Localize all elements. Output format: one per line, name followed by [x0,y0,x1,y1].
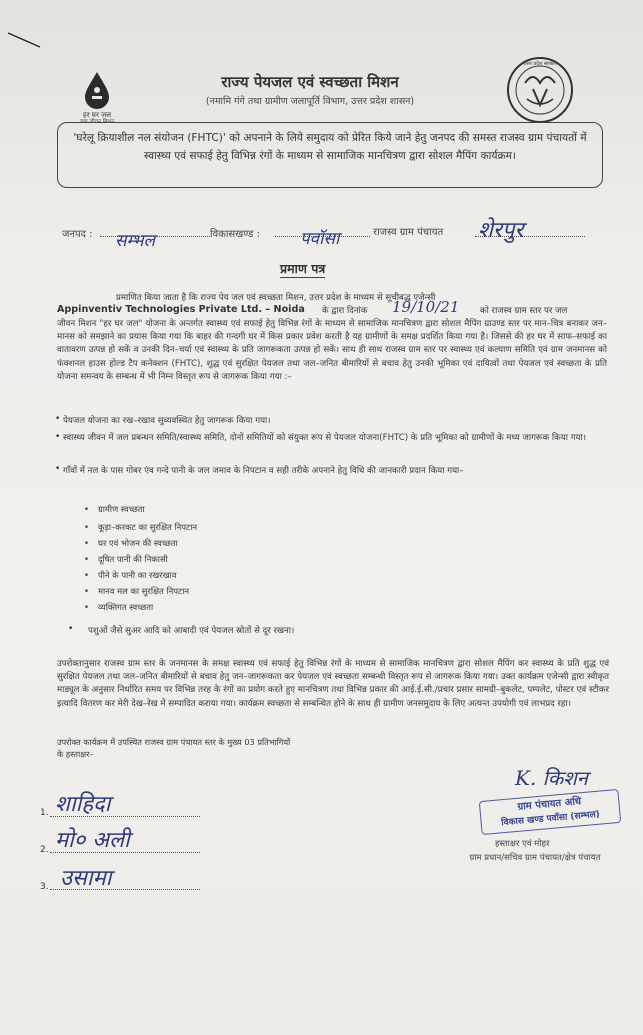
signature-line [50,889,200,890]
sub-item: • मानव मल का सुरक्षित निपटान [98,586,189,597]
participants-intro: उपरोक्त कार्यक्रम में उपस्थित राजस्व ग्राम पंचायत स्तर के मुख्य 03 प्रतिभागियों के हस्ताक्षर– [57,737,291,759]
sub-item: • कूड़ा–करकट का सुरक्षित निपटान [98,522,197,533]
village-value: शेरपुर [478,218,524,243]
page-subtitle: (नमामि गंगे तथा ग्रामीण जलापूर्ति विभाग, उत्तर प्रदेश शासन) [205,96,415,107]
last-bullet-dot: • [68,624,74,634]
official-signature: K. किशन [515,766,588,790]
participant-signature: उसामा [60,866,112,891]
sub-item: • दूषित पानी की निकासी [98,554,168,565]
page-title: राज्य पेयजल एवं स्वच्छता मिशन [221,73,399,91]
har-ghar-jal-logo [72,70,122,126]
date-value: 19/10/21 [392,298,460,316]
district-label: जनपद : [62,229,93,240]
block-label: विकासखण्ड : [210,229,261,240]
bullet-item: पेयजल योजना का रख–रखाव सुव्यवस्थित हेतु जागरूक किया गया। [63,416,271,426]
participant-number: 3. [40,882,49,892]
participant-signature: शाहिदा [55,792,111,817]
stamp-line-2: विकास खण्ड पवॉसा (सम्भल) [500,809,601,829]
signatory-role: ग्राम प्रधान/सचिव ग्राम पंचायत/क्षेत्र पंचायत [469,853,601,863]
sub-item: • पीने के पानी का रखरखाव [98,570,176,581]
para1-tail: को राजस्व ग्राम स्तर पर जल [480,306,568,316]
para1-intro: प्रमाणित किया जाता है कि राज्य पेय जल एवं स्वच्छता मिशन, उत्तर प्रदेश के माध्यम से सूचीबद्ध एजेन्सी [116,293,436,303]
program-description-box: 'घरेलू क्रियाशील नल संयोजन (FHTC)' को अपनाने के लिये समुदाय को प्रेरित किये जाने हेतु जनपद की समस्त राजस्व ग्राम पंचायतों में स्वास्थ्य एवं सफाई हेतु विभिन्न रंगों के माध्यम से सामाजिक मानचित्रण द्वारा सोशल मैपिंग कार्यक्रम। [57,122,603,188]
certificate-heading: प्रमाण पत्र [280,261,326,276]
last-bullet: पशुओं जैसे सुअर आदि को आबादी एवं पेयजल स्रोतों से दूर रखना। [88,626,295,636]
participant-signature: मो० अली [55,828,130,853]
para2-body: उपरोक्तानुसार राजस्व ग्राम स्तर के जनमानस के समक्ष स्वास्थ्य एवं सफाई हेतु विभिन्न रंगों के माध्यम से सामाजिक मानचित्रण द्वारा सोशल मैपिंग कर स्वास्थ्य के प्रति शुद्ध एवं सुरक्षित पेयजल तथा जल–जनित बीमारियों से बचाव हेतु जन–जागरूकता कर पेयजल एवं स्वच्छता सम्बन्धी विस्तृत रूप से जागरूक किया गया। उक्त कार्यक्रम एजेन्सी द्वारा स्वीकृत माड्यूल के अनुसार निर्धारित समय पर विभिन्न तरह के रंगों का प्रयोग करते हुए मानचित्रण तथा विभिन्न प्रकार की आई.ई.सी./प्रचार प्रसार सामग्री–बुकलेट, पम्पलेट, पोस्टर एवं स्टीकर इत्यादि वितरण कर मेरी देख–रेख में सम्पादित कराया गया। कार्यक्रम स्वच्छता से सम्बन्धित होने के साथ ही ग्रामीण जनसमुदाय के लिए अत्यन्त उपयोगी एवं लाभप्रद रहा। [57,659,609,709]
logo-left-text: हर घर जल [83,111,111,119]
emblem-text: उत्तर प्रदेश सरकार [523,61,557,67]
bullet-item: स्वास्थ्य जीवन में जल प्रबन्धन समिति/स्वास्थ्य समिति, दोनों समितियों को संयुक्त रूप से पेयजल योजना(FHTC) के प्रति भूमिका को ग्रामीणों के मध्य जागरूक किया गया। [63,433,587,443]
village-label: राजस्व ग्राम पंचायत [373,227,444,238]
sub-item: • घर एवं भोजन की स्वच्छता [98,538,178,549]
para1-date-label: के द्वारा दिनांक [322,306,368,316]
bullet-item: गाँवों में नल के पास गोबर एंव गन्दे पानी के जल जमाव के निपटान व सही तरीके अपनाने हेतु विधि की जानकारी प्रदान किया गया– [63,466,464,476]
certificate-page: हर घर जल जल जीवन मिशन राज्य पेयजल एवं स्वच्छता मिशन (नमामि गंगे तथा ग्रामीण जलापूर्ति विभाग, उत्तर प्रदेश शासन) उत्तर प्रदेश सरकार 'घरेलू क्रियाशील नल संयोजन (FHTC)' को अपनाने के लिये समुदाय को प्रेरित किये जाने हेतु जनपद की समस्त राजस्व ग्राम पंचायतों में स्वास्थ्य एवं सफाई हेतु विभिन्न रंगों के माध्यम से सामाजिक मानचित्रण द्वारा सोशल मैपिंग कार्यक्रम। जनपद : सम्भल विकासखण्ड : पवॉसा राजस्व ग्राम पंचायत शेरपुर प्रमाण पत्र प्रमाणित किया जाता है कि राज्य पेय जल एवं स्वच्छता मिशन, उत्तर प्रदेश के माध्यम से सूचीबद्ध एजेन्सी Appinventiv Technologies Private Ltd. – Noida के द्वारा दिनांक 19/10/21 को राजस्व ग्राम स्तर पर जल जीवन मिशन "हर घर जल" योजना के अन्तर्गत स्वास्थ्य एवं सफाई हेतु विभिन्न रंगों के माध्यम से सामाजिक मानचित्रण द्वारा सोशल मैपिंग ग्राउण्ड स्तर पर मान–चित्र बनाकर जन–मानस को समझाने का प्रयास किया गया कि बाहर की गन्दगी घर में किस प्रकार प्रवेश करती है यह ग्रामीणों के समक्ष प्रदर्शित किया गया है। जिससे की हर घर में साफ–सफाई का वातावरण उत्पन्न हो सकें व उनकी दिन–चर्या एवं स्वास्थ्य के प्रति जागरूकता उत्पन्न हो सकें। साथ ही साथ राजस्व ग्राम स्तर पर स्वास्थ्य एवं कल्याण समिति एवं ग्राम जनमानस को फंक्शनल हाउस होल्ड टैप कनेक्शन (FHTC), शुद्ध एवं सुरक्षित पेयजल तथा जल–जनित बीमारियों से बचाव हेतु उनकी भूमिका एवं दायित्वों तथा पेयजल एवं स्वच्छता के प्रति योजना समन्वय के सम्बन्ध में भी निम्न विस्तृत रूप से जागरूक किया गया :– • पेयजल योजना का रख–रखाव सुव्यवस्थित हेतु जागरूक किया गया। • स्वास्थ्य जीवन में जल प्रबन्धन समिति/स्वास्थ्य समिति, दोनों समितियों को संयुक्त रूप से पेयजल योजना(FHTC) के प्रति भूमिका को ग्रामीणों के मध्य जागरूक किया गया। • गाँवों में नल के पास गोबर एंव गन्दे पानी के जल जमाव के निपटान व सही तरीके अपनाने हेतु विधि की जानकारी प्रदान किया गया– • ग्रामीण स्वच्छता • कूड़ा–करकट का सुरक्षित निपटान • घर एवं भोजन की स्वच्छता • दूषित पानी की निकासी • पीने के पानी का रखरखाव • मानव मल का सुरक्षित निपटान • व्यक्तिगत स्वच्छता • पशुओं जैसे सुअर आदि को आबादी एवं पेयजल स्रोतों से दूर रखना। उपरोक्तानुसार राजस्व ग्राम स्तर के जनमानस के समक्ष स्वास्थ्य एवं सफाई हेतु विभिन्न रंगों के माध्यम से सामाजिक मानचित्रण द्वारा सोशल मैपिंग कर स्वास्थ्य के प्रति शुद्ध एवं सुरक्षित पेयजल तथा जल–जनित बीमारियों से बचाव हेतु जन–जागरूकता कर पेयजल एवं स्वच्छता सम्बन्धी विस्तृत रूप से जागरूक किया गया। उक्त कार्यक्रम एजेन्सी द्वारा स्वीकृत माड्यूल के अनुसार निर्धारित समय पर विभिन्न तरह के रंगों का प्रयोग करते हुए मानचित्रण तथा विभिन्न प्रकार की आई.ई.सी./प्रचार प्रसार सामग्री–बुकलेट, पम्पलेट, पोस्टर एवं स्टीकर इत्यादि वितरण कर मेरी देख–रेख में सम्पादित कराया गया। कार्यक्रम स्वच्छता से सम्बन्धित होने के साथ ही ग्रामीण जनसमुदाय के लिए अत्यन्त उपयोगी एवं लाभप्रद रहा। उपरोक्त कार्यक्रम में उपस्थित राजस्व ग्राम पंचायत स्तर के मुख्य 03 प्रतिभागियों के हस्ताक्षर– 1. शाहिदा 2. मो० अली 3. उसामा K. किशन ग्राम पंचायत अधि विकास खण्ड पवॉसा (सम्भल) हस्ताक्षर एवं मोहर ग्राम प्रधान/सचिव ग्राम पंचायत/क्षेत्र पंचायत [0,0,643,1035]
pen-mark [6,30,42,50]
stamp-line-1: ग्राम पंचायत अधि [517,796,582,813]
participant-number: 1. [40,808,49,818]
para1-body: जीवन मिशन "हर घर जल" योजना के अन्तर्गत स्वास्थ्य एवं सफाई हेतु विभिन्न रंगों के माध्यम से सामाजिक मानचित्रण द्वारा सोशल मैपिंग ग्राउण्ड स्तर पर मान–चित्र बनाकर जन–मानस को समझाने का प्रयास किया गया कि बाहर की गन्दगी घर में किस प्रकार प्रवेश करती है यह ग्रामीणों के समक्ष प्रदर्शित किया गया है। जिससे की हर घर में साफ–सफाई का वातावरण उत्पन्न हो सकें व उनकी दिन–चर्या एवं स्वास्थ्य के प्रति जागरूकता उत्पन्न हो सकें। साथ ही साथ राजस्व ग्राम स्तर पर स्वास्थ्य एवं कल्याण समिति एवं ग्राम जनमानस को फंक्शनल हाउस होल्ड टैप कनेक्शन (FHTC), शुद्ध एवं सुरक्षित पेयजल तथा जल–जनित बीमारियों से बचाव हेतु उनकी भूमिका एवं दायित्वों तथा पेयजल एवं स्वच्छता के प्रति योजना समन्वय के सम्बन्ध में भी निम्न विस्तृत रूप से जागरूक किया गया :– [57,319,607,382]
participant-number: 2. [40,845,49,855]
agency-name: Appinventiv Technologies Private Ltd. – Noida [57,304,305,315]
sub-item: • व्यक्तिगत स्वच्छता [98,602,153,613]
sub-item: • ग्रामीण स्वच्छता [98,504,145,515]
signature-line [50,852,200,853]
signatory-label: हस्ताक्षर एवं मोहर [495,839,550,849]
logo-left-sub: जल जीवन मिशन [79,119,115,125]
official-stamp [479,789,621,835]
block-value: पवॉसा [300,229,340,249]
district-value: सम्भल [115,231,156,251]
signature-line [50,816,200,817]
up-govt-emblem [505,55,575,125]
